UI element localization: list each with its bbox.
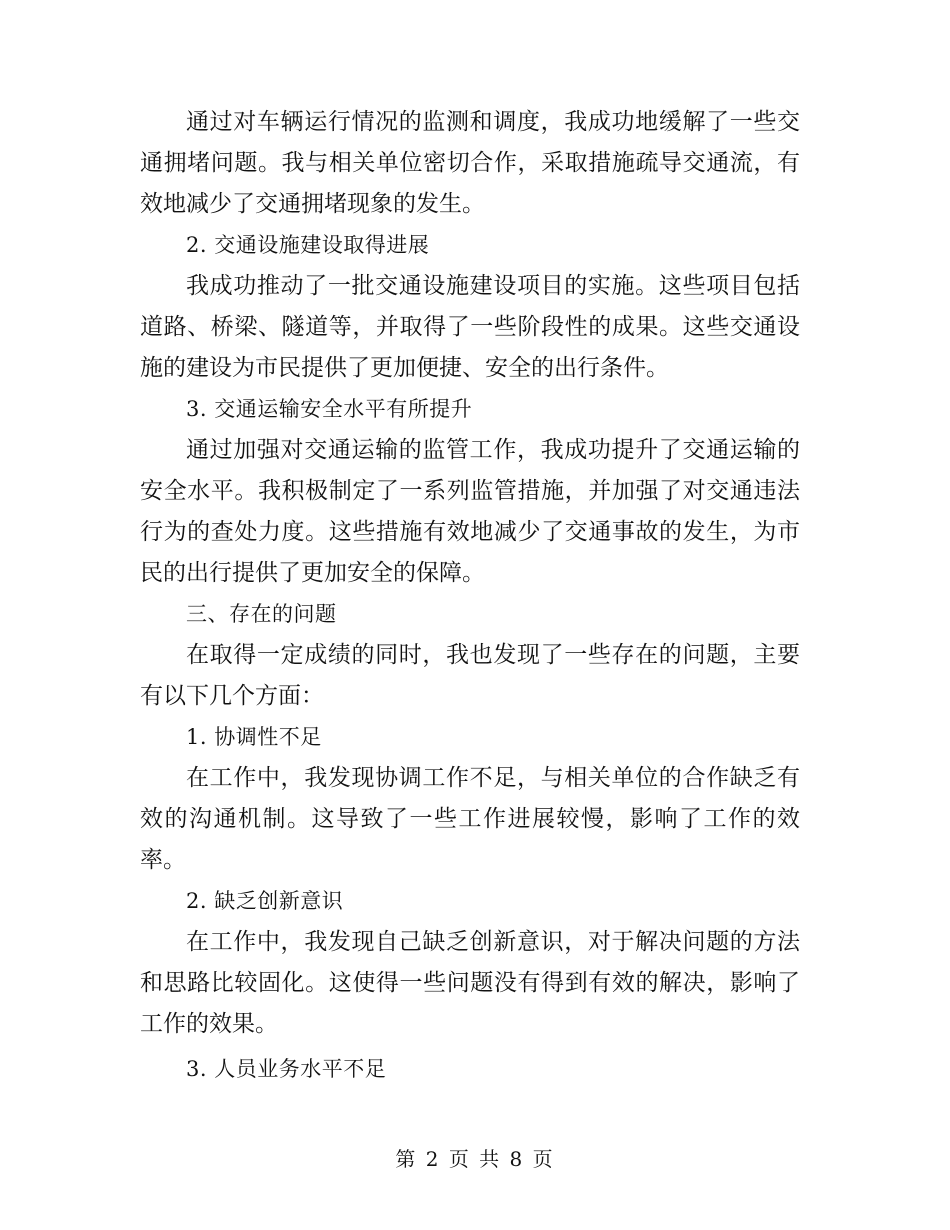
heading-existing-problems: 三、存在的问题 [186,602,337,626]
paragraph-innovation: 在工作中，我发现自己缺乏创新意识，对于解决问题的方法和思路比较固化。这使得一些问题没有得到有效的解决，影响了工作的效果。 [140,929,800,1037]
document-body [140,102,800,1090]
heading-coordination: 1. 协调性不足 [186,725,322,749]
heading-staff-skill: 3. 人员业务水平不足 [186,1057,387,1081]
paragraph-coordination: 在工作中，我发现协调工作不足，与相关单位的合作缺乏有效的沟通机制。这导致了一些工作进展较慢，影响了工作的效率。 [140,765,800,873]
heading-innovation: 2. 缺乏创新意识 [186,889,344,913]
heading-facility-construction: 2. 交通设施建设取得进展 [186,233,430,257]
paragraph-traffic-congestion: 通过对车辆运行情况的监测和调度，我成功地缓解了一些交通拥堵问题。我与相关单位密切合作，采取措施疏导交通流，有效地减少了交通拥堵现象的发生。 [140,109,800,217]
heading-safety-improvement: 3. 交通运输安全水平有所提升 [186,397,473,421]
paragraph-problems-intro: 在取得一定成绩的同时，我也发现了一些存在的问题，主要有以下几个方面： [140,642,800,709]
paragraph-facility-construction: 我成功推动了一批交通设施建设项目的实施。这些项目包括道路、桥梁、隧道等，并取得了一些阶段性的成果。这些交通设施的建设为市民提供了更加便捷、安全的出行条件。 [140,273,800,381]
paragraph-safety-improvement: 通过加强对交通运输的监管工作，我成功提升了交通运输的安全水平。我积极制定了一系列监管措施，并加强了对交通违法行为的查处力度。这些措施有效地减少了交通事故的发生，为市民的出行提供了更加安全的保障。 [140,437,800,586]
page-number-footer: 第 2 页 共 8 页 [395,1147,555,1171]
